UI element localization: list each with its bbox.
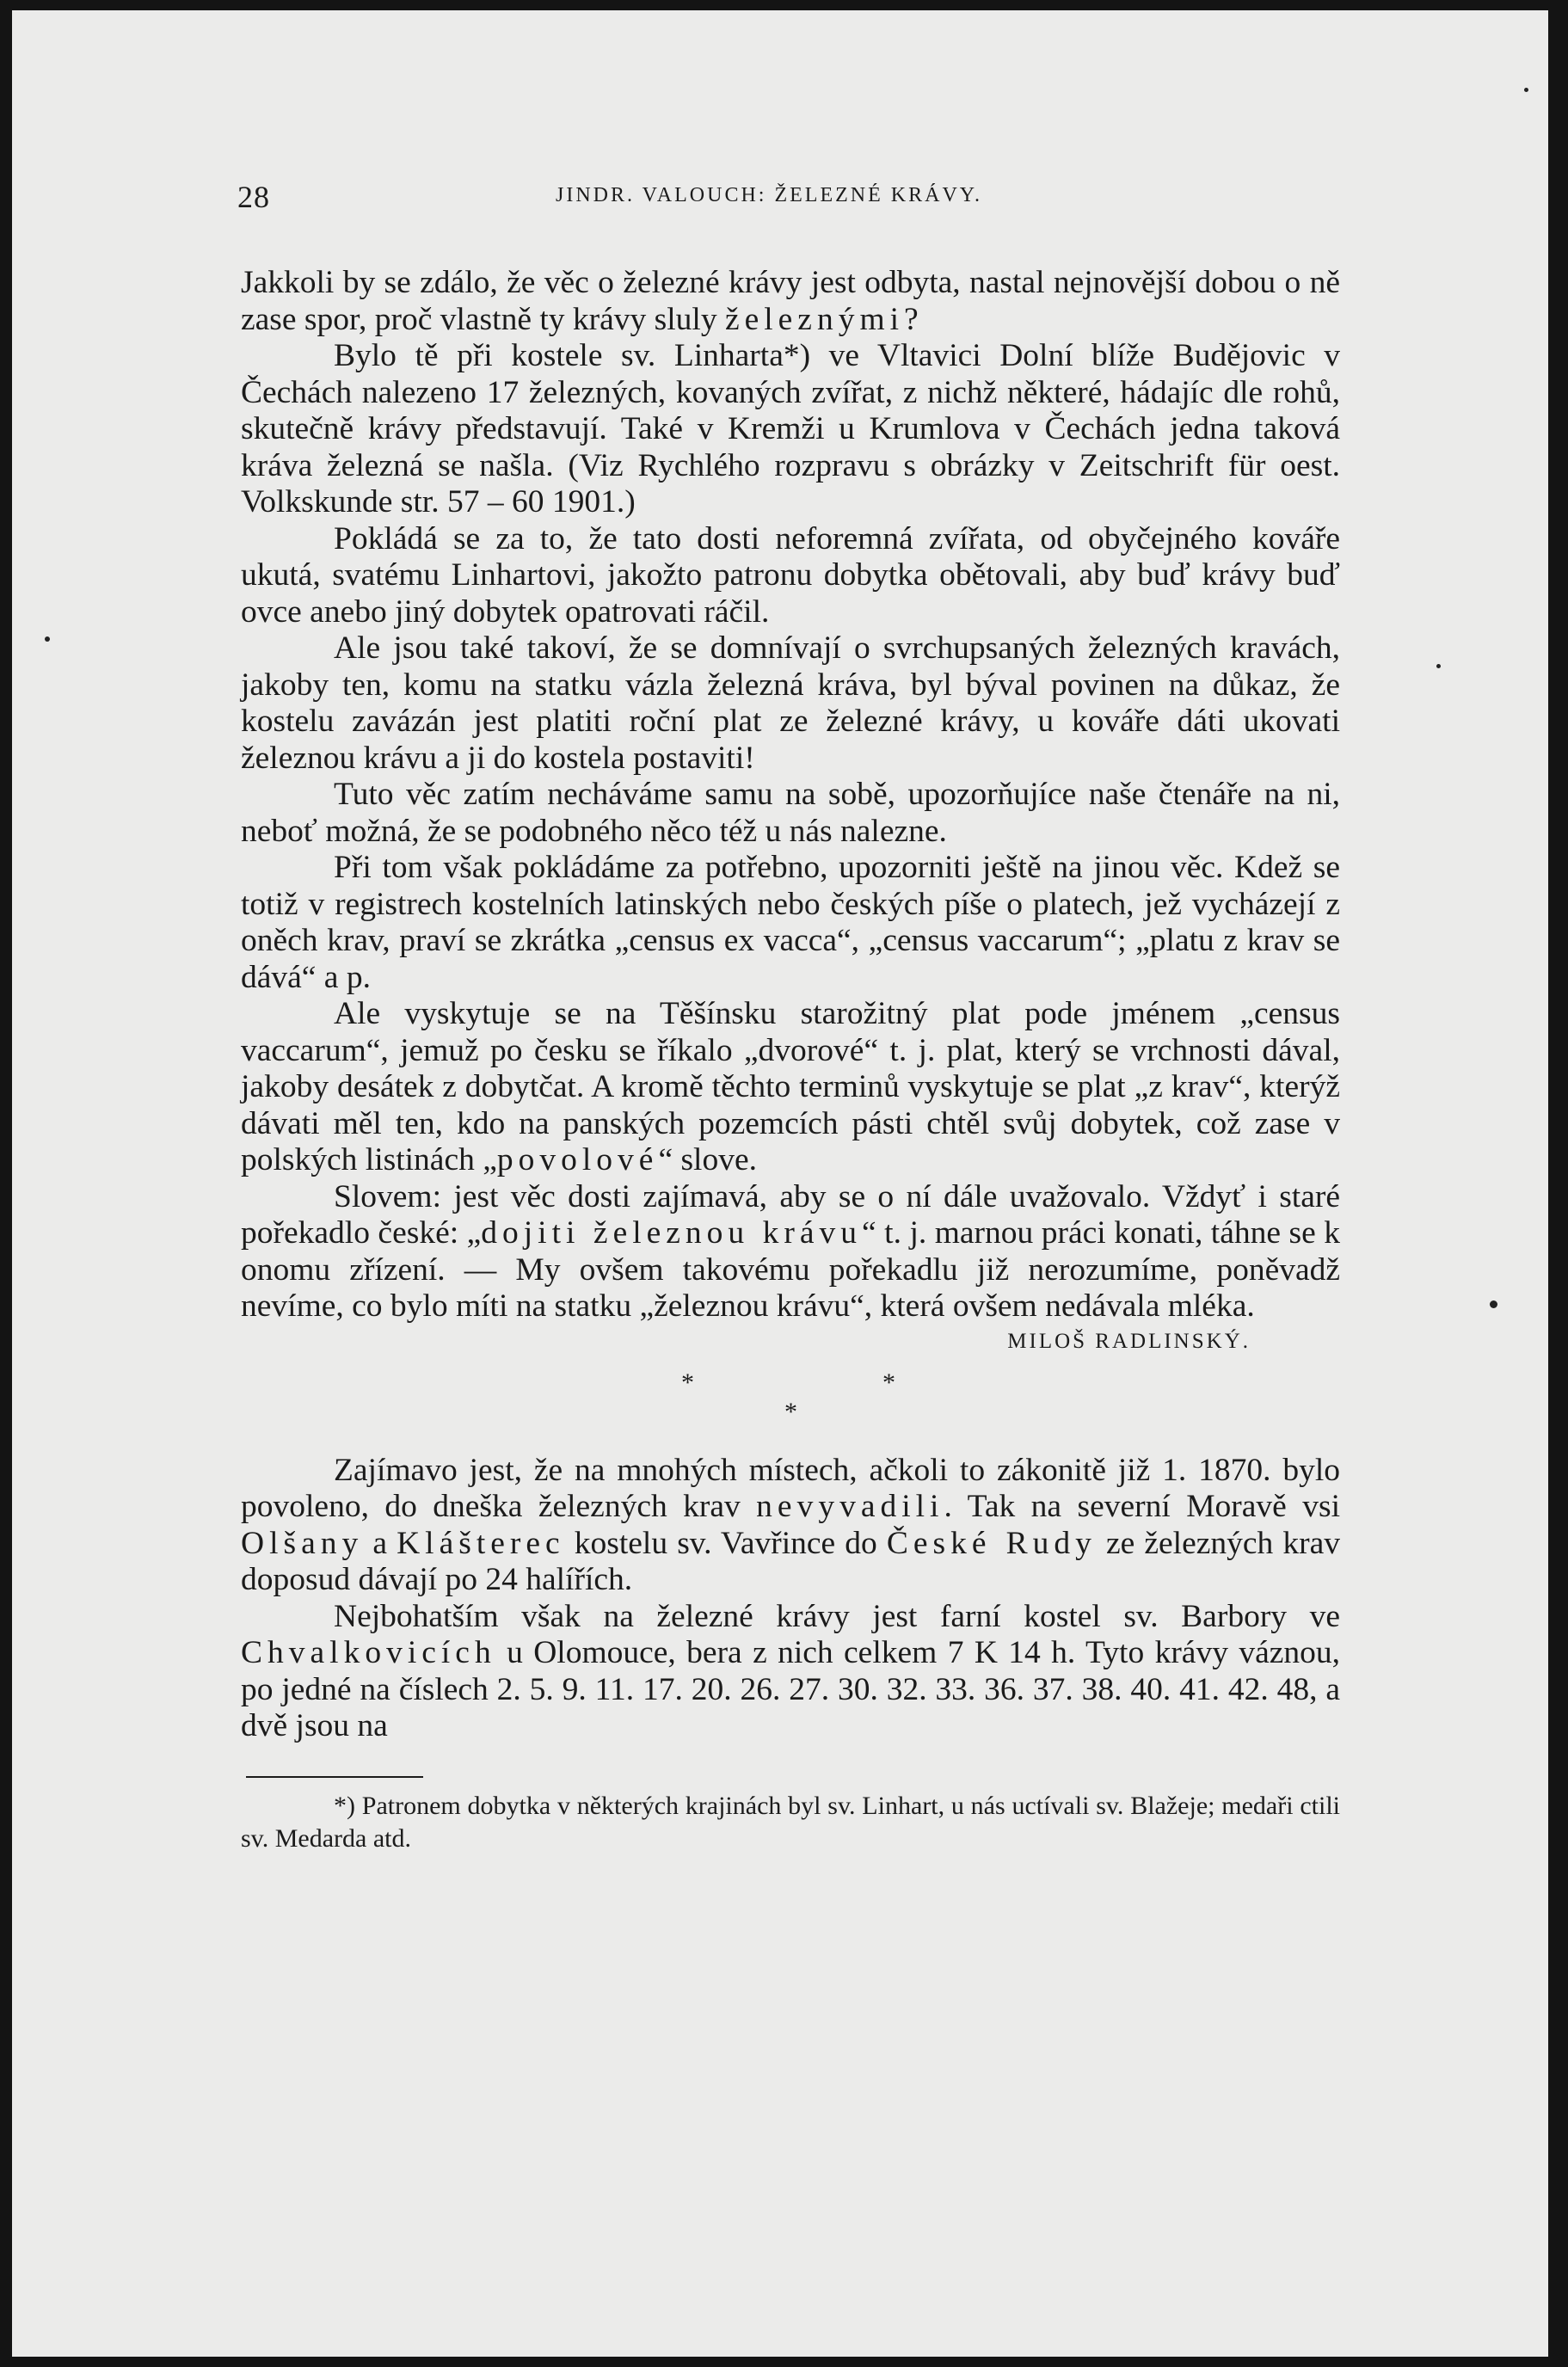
separator-star: * bbox=[784, 1397, 797, 1426]
scan-speck bbox=[1490, 1300, 1497, 1308]
paragraph-7-text-b: “ slove. bbox=[658, 1142, 757, 1177]
spaced-word: nevyvadili bbox=[756, 1489, 944, 1524]
page-header bbox=[237, 179, 1356, 222]
page-number: 28 bbox=[237, 180, 270, 214]
spaced-word: železnými? bbox=[724, 301, 924, 337]
paragraph-5: Tuto věc zatím necháváme samu na sobě, upozorňujíce naše čtenáře na ni, neboť možná, že se podobného něco též u nás nalezne. bbox=[241, 777, 1340, 849]
section-separator bbox=[241, 1356, 1340, 1426]
paragraph-9-text-d: kostelu sv. Vavřince do bbox=[564, 1525, 887, 1561]
paragraph-10-text-a: Nejbohatším však na železné krávy jest farní kostel sv. Barbory ve bbox=[334, 1598, 1340, 1634]
article-body bbox=[241, 265, 1340, 1855]
paragraph-9-text-e: ze železných krav doposud dávají po 24 halířích. bbox=[241, 1525, 1340, 1597]
paragraph-9-text-b: . Tak na severní Moravě vsi bbox=[944, 1489, 1340, 1524]
paragraph-8-text-a: Slovem: jest věc dosti zajímavá, aby se o ní dále uvažovalo. Vždyť i staré pořekadlo české: „ bbox=[241, 1178, 1340, 1251]
paragraph-8-text-b: “ t. j. marnou práci konati, táhne se k onomu zřízení. — My ovšem takovému pořekadlu již nerozumíme, poněvadž nevíme, co bylo míti na statku „železnou krávu“, která ovšem nedávala mléka. bbox=[241, 1215, 1340, 1324]
paragraph-7 bbox=[241, 996, 1340, 1179]
author-signature: MILOŠ RADLINSKÝ. bbox=[1007, 1329, 1251, 1353]
paragraph-3: Pokládá se za to, že tato dosti neforemná zvířata, od obyčejného kováře ukutá, svatému Linhartovi, jakožto patronu dobytka obětovali, aby buď krávy buď ovce anebo jiný dobytek opatrovati ráčil. bbox=[241, 520, 1340, 630]
paragraph-2: Bylo tě při kostele sv. Linharta*) ve Vltavici Dolní blíže Budějovic v Čechách nalezeno 17 železných, kovaných zvířat, z nichž některé, hádajíc dle rohů, skutečně krávy představují. Také v Kremži u Krumlova v Čechách jedna taková kráva železná se našla. (Viz Rychlého rozpravu s obrázky v Zeitschrift für oest. Volkskunde str. 57 – 60 1901.) bbox=[241, 338, 1340, 520]
paragraph-9-text-c: a bbox=[363, 1525, 397, 1561]
paragraph-10-text-b: u Olomouce, bera z nich celkem 7 K 14 h. Tyto krávy váznou, po jedné na číslech 2. 5. 9. 11. 17. 20. 26. 27. 30. 32. 33. 36. 37. 38. 40. 41. 42. 48, a dvě jsou na bbox=[241, 1635, 1340, 1743]
paragraph-9 bbox=[241, 1453, 1340, 1599]
spaced-phrase: dojiti železnou krávu bbox=[481, 1215, 863, 1251]
separator-star: * bbox=[681, 1368, 694, 1397]
separator-star: * bbox=[882, 1368, 895, 1397]
spaced-place: Olšany bbox=[241, 1525, 364, 1561]
footnote: *) Patronem dobytka v některých krajinách byl sv. Linhart, u nás uctívali sv. Blažeje; medaři ctili sv. Medarda atd. bbox=[241, 1791, 1340, 1853]
paragraph-1-text: Jakkoli by se zdálo, že věc o železné krávy jest odbyta, nastal nejnovější dobou o ně zase spor, proč vlastně ty krávy sluly bbox=[241, 265, 1340, 337]
spaced-word: povolové bbox=[496, 1142, 659, 1177]
book-page bbox=[12, 10, 1548, 2357]
running-head: JINDR. VALOUCH: ŽELEZNÉ KRÁVY. bbox=[556, 184, 983, 206]
spaced-place: České Rudy bbox=[886, 1525, 1097, 1561]
paragraph-1 bbox=[241, 265, 1340, 338]
footnote-rule bbox=[246, 1776, 423, 1778]
spaced-place: Chvalkovicích bbox=[241, 1635, 496, 1670]
paragraph-10 bbox=[241, 1599, 1340, 1745]
spaced-place: Klášterec bbox=[397, 1525, 565, 1561]
paragraph-9-text-a: Zajímavo jest, že na mnohých místech, ačkoli to zákonitě již 1. 1870. bylo povoleno, do dneška železných krav bbox=[241, 1452, 1340, 1524]
scan-speck bbox=[1436, 664, 1441, 668]
paragraph-6: Při tom však pokládáme za potřebno, upozorniti ještě na jinou věc. Kdež se totiž v registrech kostelních latinských nebo českých píše o platech, jež vycházejí z oněch krav, praví se zkrátka „census ex vacca“, „census vaccarum“; „platu z krav se dává“ a p. bbox=[241, 850, 1340, 995]
scan-speck bbox=[45, 636, 50, 642]
paragraph-8 bbox=[241, 1179, 1340, 1325]
paragraph-7-text-a: Ale vyskytuje se na Těšínsku starožitný plat pode jménem „census vaccarum“, jemuž po česku se říkalo „dvorové“ t. j. plat, který se vrchnosti dával, jakoby desátek z dobytčat. A kromě těchto terminů vyskytuje se plat „z krav“, kterýž dávati měl ten, kdo na panských pozemcích pásti chtěl svůj dobytek, což zase v polských listinách „ bbox=[241, 996, 1340, 1177]
paragraph-4: Ale jsou také takoví, že se domnívají o svrchupsaných železných kravách, jakoby ten, komu na statku vázla železná kráva, byl býval povinen na důkaz, že kostelu zavázán jest platiti roční plat ze železné krávy, u kováře dáti ukovati železnou krávu a ji do kostela postaviti! bbox=[241, 630, 1340, 776]
scan-speck bbox=[1524, 88, 1528, 92]
